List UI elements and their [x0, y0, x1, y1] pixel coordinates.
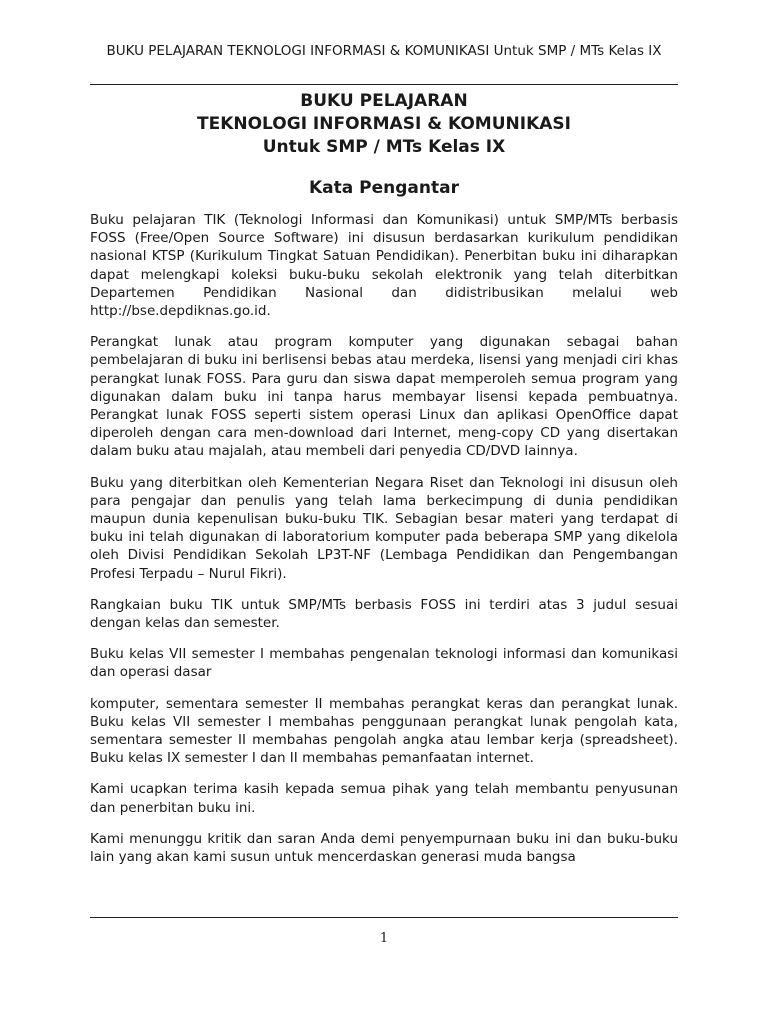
title-line-1: BUKU PELAJARAN — [300, 91, 468, 111]
body-text — [90, 211, 678, 879]
header-rule — [90, 84, 678, 85]
paragraph-4: Rangkaian buku TIK untuk SMP/MTs berbasis FOSS ini terdiri atas 3 judul sesuai dengan kelas dan semester. — [90, 596, 678, 632]
footer-rule — [90, 917, 678, 918]
paragraph-1: Buku pelajaran TIK (Teknologi Informasi dan Komunikasi) untuk SMP/MTs berbasis FOSS (Free/Open Source Software) ini disusun berdasarkan kurikulum pendidikan nasional KTSP (Kurikulum Tingkat Satuan Pendidikan). Penerbitan buku ini diharapkan dapat melengkapi koleksi buku-buku sekolah elektronik yang telah diterbitkan Departemen Pendidikan Nasional dan didistribusikan melalui web http://bse.depdiknas.go.id. — [90, 212, 678, 320]
title-line-2: TEKNOLOGI INFORMASI & KOMUNIKASI — [197, 114, 571, 134]
paragraph-7: Kami ucapkan terima kasih kepada semua pihak yang telah membantu penyusunan dan penerbitan buku ini. — [90, 781, 678, 816]
running-header: BUKU PELAJARAN TEKNOLOGI INFORMASI & KOMUNIKASI Untuk SMP / MTs Kelas IX — [106, 43, 662, 59]
paragraph-6: komputer, sementara semester II membahas perangkat keras dan perangkat lunak. Buku kelas VII semester I membahas penggunaan perangkat lunak pengolah kata, sementara semester II membahas pengolah angka atau lembar kerja (spreadsheet). Buku kelas IX semester I dan II membahas pemanfaatan internet. — [90, 695, 678, 767]
title-line-3: Untuk SMP / MTs Kelas IX — [262, 137, 506, 157]
page-number: 1 — [379, 931, 389, 946]
paragraph-8: Kami menunggu kritik dan saran Anda demi penyempurnaan buku ini dan buku-buku lain yang akan kami susun untuk mencerdaskan generasi muda bangsa — [90, 830, 678, 866]
paragraph-3: Buku yang diterbitkan oleh Kementerian Negara Riset dan Teknologi ini disusun oleh para pengajar dan penulis yang telah lama berkecimpung di dunia pendidikan maupun dunia kepenulisan buku-buku TIK. Sebagian besar materi yang terdapat di buku ini telah digunakan di laboratorium komputer pada beberapa SMP yang dikelola oleh Divisi Pendidikan Sekolah LP3T-NF (Lembaga Pendidikan dan Pengembangan Profesi Terpadu – Nurul Fikri). — [90, 474, 678, 582]
title-block — [90, 90, 678, 159]
paragraph-2: Perangkat lunak atau program komputer yang digunakan sebagai bahan pembelajaran di buku ini berlisensi bebas atau merdeka, lisensi yang menjadi ciri khas perangkat lunak FOSS. Para guru dan siswa dapat memperoleh semua program yang digunakan dalam buku ini tanpa harus membayar lisensi kepada pembuatnya. Perangkat lunak FOSS seperti sistem operasi Linux dan aplikasi OpenOffice dapat diperoleh dengan cara men-download dari Internet, meng-copy CD yang disertakan dalam buku atau majalah, atau membeli dari penyedia CD/DVD lainnya. — [90, 334, 678, 460]
section-heading: Kata Pengantar — [309, 178, 459, 198]
paragraph-5: Buku kelas VII semester I membahas pengenalan teknologi informasi dan komunikasi dan operasi dasar — [90, 646, 678, 681]
